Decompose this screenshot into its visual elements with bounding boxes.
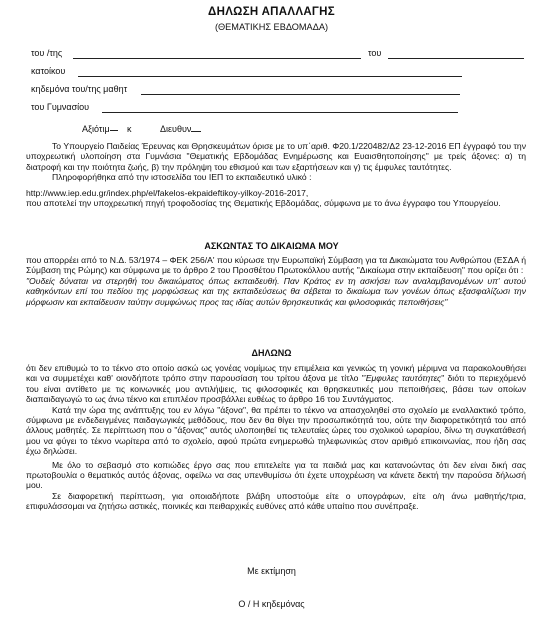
protocol-quote: "Ουδείς δύναται να στερηθή του δικαιώματος όπως εκπαιδευθή. Παν Κράτος εν τη ασκήσει των αναλαμβανομένων υπ' αυτού καθηκόντων επί του πεδίου της μορφώσεως και της εκπαιδεύσεως θα σέβεται το δικαίωμα των γονέων όπως εξασφαλίζωσι την μόρφωσιν και εκπαίδευσιν ταύτην συμφώνως προς τας ιδίας αυτών θρησκευτικάς και φιλοσοφικάς πεποιθήσεις" xyxy=(26,275,526,307)
name-field-line[interactable] xyxy=(73,58,361,59)
declare-p1-end: " διότι το περιεχόμενό του είναι αντίθετο με τις κοινωνικές μου αντιλήψεις, τις φιλοσοφικές και θρησκευτικές μου πεποιθήσεις, βάσει των οποίων διαπαιδαγωγώ το ως άνω τέκνο και επιπλέον προσβάλλει ευθέως το άρθρο 16 του Συντάγματος. xyxy=(26,373,527,405)
intro-paragraph-3: που αποτελεί την υποχρεωτική πηγή τροφοδοσίας της Θεματικής Εβδομάδας, σύμφωνα με το άνω έγγραφο του Υπουργείου. xyxy=(26,198,501,209)
declare-paragraph-2: Κατά την ώρα της ανάπτυξης του εν λόγω "άξονα", θα πρέπει το τέκνο να απασχοληθεί στο σχολείο με εναλλακτικό τρόπο, σύμφωνα με ενδεδειγμένες παιδαγωγικές μεθόδους, που δεν θα θίγει την προσωπικότητά του, ούτε την διαφορετικότητά του από άλλους μαθητές. Σε περίπτωση που ο "άξονας" αυτός υλοποιηθεί τις τελευταίες ώρες του σχολικού ωραρίου, δίνω τη συγκατάθεσή μου να φύγει το τέκνο νωρίτερα από το σχολείο, αφού πρώτα ενημερωθώ τηλεφωνικώς στον αριθμό επικοινωνίας, που ήδη σας έχω δηλώσει. xyxy=(26,404,526,457)
document-subtitle: (ΘΕΜΑΤΙΚΗΣ ΕΒΔΟΜΑΔΑ) xyxy=(214,22,329,32)
intro-url[interactable]: http://www.iep.edu.gr/index.php/el/fakelos-ekpaideftikoy-yilkoy-2016-2017, xyxy=(26,187,309,198)
signature-label: Ο / Η κηδεμόνας xyxy=(238,599,305,609)
residence-field-line[interactable] xyxy=(78,76,462,77)
intro-paragraph-2: Πληροφορήθηκα από την ιστοσελίδα του ΙΕΠ το εκπαιδευτικό υλικό : xyxy=(52,172,312,183)
director-blank xyxy=(191,131,201,132)
guardian-label: κηδεμόνα του/της μαθητ xyxy=(31,84,128,94)
school-field-line[interactable] xyxy=(102,112,458,113)
section-declare-heading: ΔΗΛΩΝΩ xyxy=(251,348,292,358)
salutation-k: κ xyxy=(127,124,132,134)
declare-p1-start: ότι δεν επιθυμώ το το τέκνο στο οποίο ασκώ ως γονέας νομίμως την επιμέλεια και γενικώς τη γονική μέριμνα να παρακολουθήσει και να συμμετέχει καθ' οιονδήποτε τρόπο στην παρουσίαση του τρίτου άξονα με τίτλο " xyxy=(26,363,526,384)
declare-block xyxy=(26,363,526,512)
salutation-director xyxy=(160,124,201,134)
section-right-block xyxy=(26,255,526,307)
of-label: του /της xyxy=(31,48,63,58)
salutation-director-text: Διευθυν xyxy=(160,124,192,134)
salutation-blank xyxy=(110,130,118,131)
intro-block xyxy=(26,141,526,208)
declare-p1-emphasis: Έμφυλες ταυτότητες xyxy=(364,373,442,384)
of-father-label: του xyxy=(368,48,382,58)
father-name-field-line[interactable] xyxy=(388,58,524,59)
document-title: ΔΗΛΩΣΗ ΑΠΑΛΛΑΓΗΣ xyxy=(208,6,335,18)
intro-paragraph-1: Το Υπουργείο Παιδείας Έρευνας και Θρησκευμάτων όρισε με το υπ΄αριθ. Φ20.1/220482/Δ2 23-12-2016 ΕΠ έγγραφό του την υποχρεωτική υλοποίηση στα Γυμνάσια "Θεματικής Εβδομάδας Ενημέρωσης και Ευαισθητοποίησης" με τρείς άξονες: α) τη διατροφή και την ποιότητα ζωής, β) την πρόληψη του εθισμού και των εξαρτήσεων και γ) τις έμφυλες ταυτότητες. xyxy=(26,141,526,172)
school-label: του Γυμνασίου xyxy=(31,102,90,112)
declare-paragraph-4: Σε διαφορετική περίπτωση, για οποιαδήποτε βλάβη υποστούμε είτε ο υπογράφων, είτε ο/η άνω μαθητής/τρια, επιφυλάσσομαι να ζητήσω αστικές, ποινικές και πειθαρχικές ευθύνες από κάθε υπαίτιο που συνέπραξε. xyxy=(26,490,526,512)
declare-paragraph-1 xyxy=(26,363,526,405)
resident-label: κατοίκου xyxy=(31,66,66,76)
right-paragraph: που απορρέει από το Ν.Δ. 53/1974 – ΦΕΚ 256/Α' που κύρωσε την Ευρωπαϊκή Σύμβαση για τα Δικαιώματα του Ανθρώπου (ΕΣΔΑ ή Σύμβαση της Ρώμης) και σύμφωνα με το άρθρο 2 του Προσθέτου Πρωτοκόλλου αυτής "Δικαίωμα στην εκπαίδευση" που ορίζει ότι : xyxy=(26,255,526,276)
section-right-heading: ΑΣΚΩΝΤΑΣ ΤΟ ΔΙΚΑΙΩΜΑ ΜΟΥ xyxy=(204,241,339,251)
salutation-esteemed-text: Αξιότιμ xyxy=(82,124,110,134)
student-field-line[interactable] xyxy=(141,94,460,95)
declare-paragraph-3: Με όλο το σεβασμό στο κοπιώδες έργο σας που επιτελείτε για τα παιδιά μας και κατανοώντας ότι δεν είναι δική σας πρωτοβουλία ο θεματικός αυτός άξονας, οφείλω να σας υπενθυμίσω ότι έχετε υποχρέωση να κάνετε δεκτή την παρούσα δήλωσή μου. xyxy=(26,459,526,491)
closing-regards: Με εκτίμηση xyxy=(247,566,296,576)
salutation-esteemed xyxy=(82,124,118,134)
